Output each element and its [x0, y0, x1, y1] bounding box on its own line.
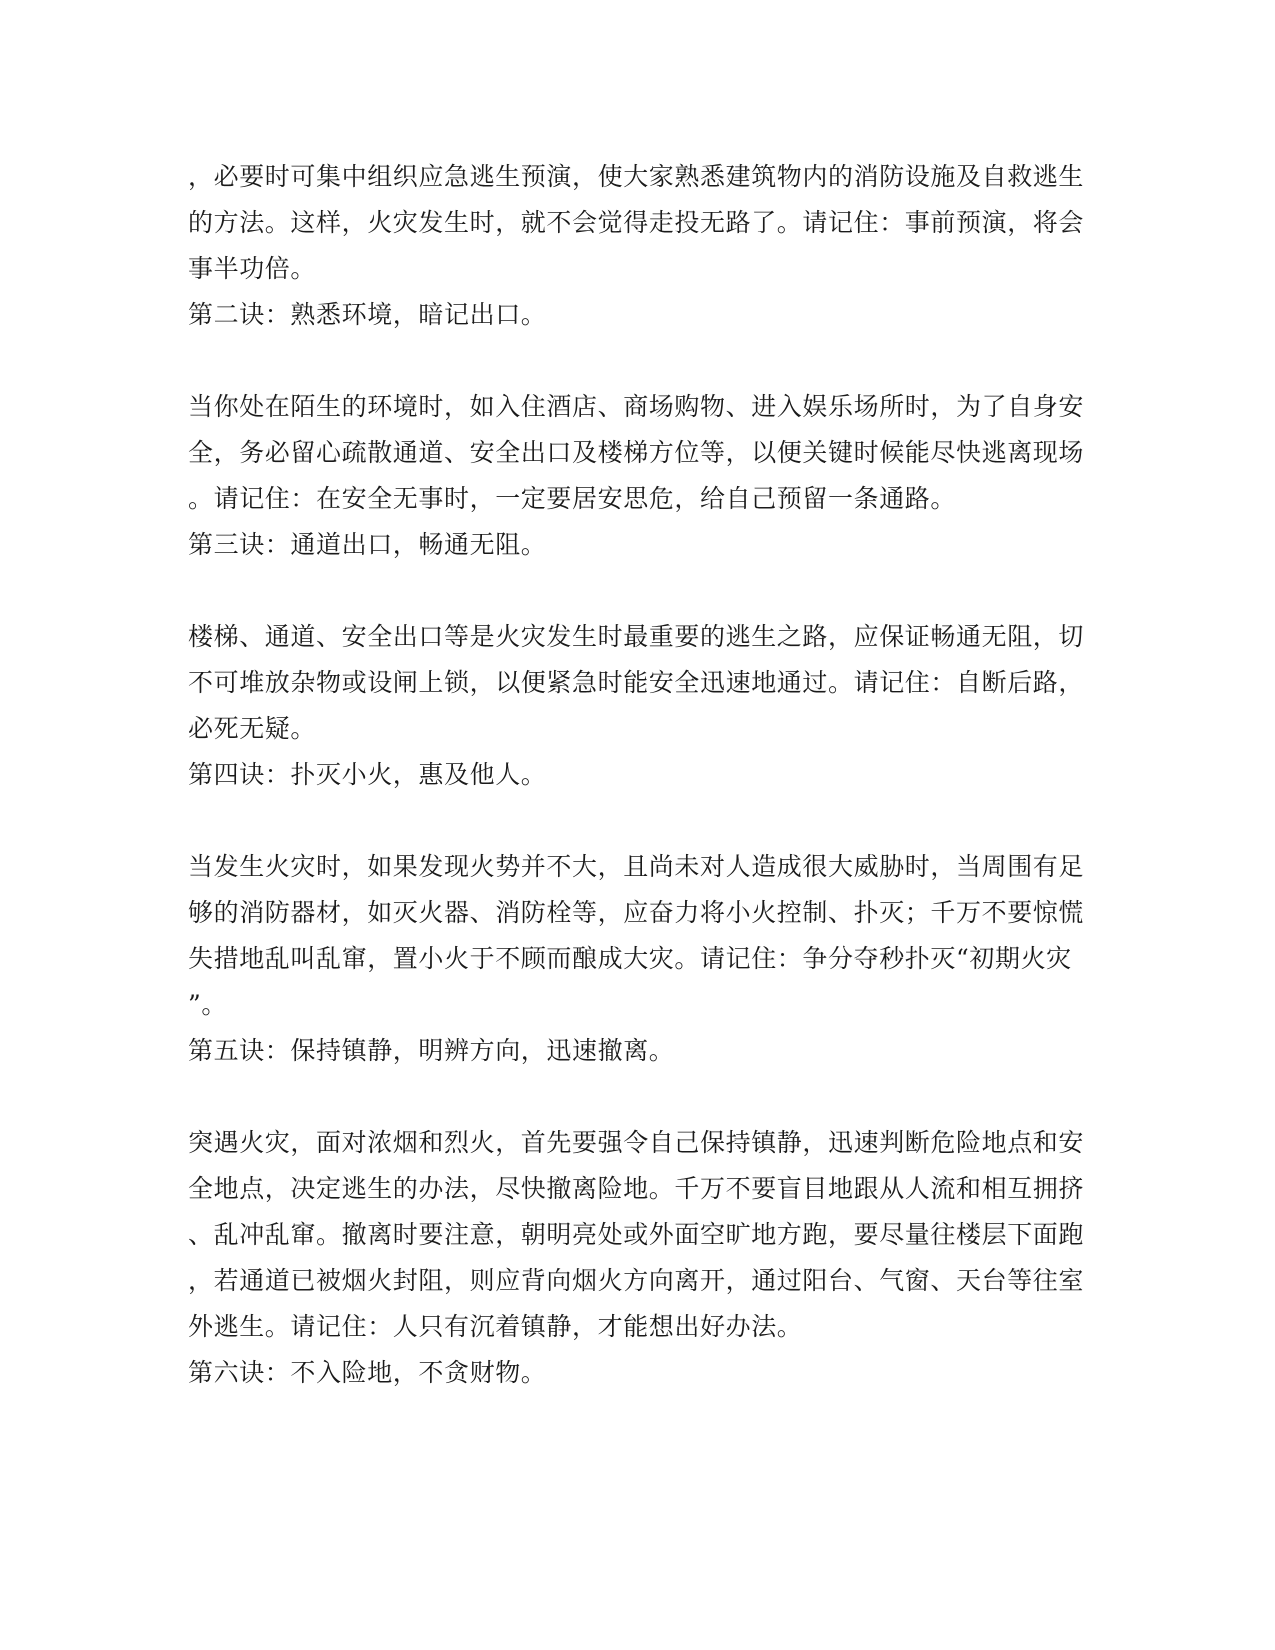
text-line: 的方法。这样，火灾发生时，就不会觉得走投无路了。请记住：事前预演，将会: [188, 208, 1085, 237]
text-line: 事半功倍。: [188, 254, 317, 283]
text-line: 当发生火灾时，如果发现火势并不大，且尚未对人造成很大威胁时，当周围有足: [188, 852, 1085, 881]
text-line: ，若通道已被烟火封阻，则应背向烟火方向离开，通过阳台、气窗、天台等往室: [188, 1266, 1085, 1295]
section-heading: 第四诀：扑灭小火，惠及他人。: [188, 760, 547, 789]
section-heading: 第二诀：熟悉环境，暗记出口。: [188, 300, 547, 329]
text-line: 、乱冲乱窜。撤离时要注意，朝明亮处或外面空旷地方跑，要尽量往楼层下面跑: [188, 1220, 1085, 1249]
text-line: ”。: [188, 990, 227, 1019]
text-line: 当你处在陌生的环境时，如入住酒店、商场购物、进入娱乐场所时，为了自身安: [188, 392, 1085, 421]
text-line: 失措地乱叫乱窜，置小火于不顾而酿成大灾。请记住：争分夺秒扑灭“初期火灾: [188, 944, 1072, 973]
text-line: 够的消防器材，如灭火器、消防栓等，应奋力将小火控制、扑灭；千万不要惊慌: [188, 898, 1085, 927]
section-heading: 第六诀：不入险地，不贪财物。: [188, 1358, 547, 1387]
section-heading: 第五诀：保持镇静，明辨方向，迅速撤离。: [188, 1036, 675, 1065]
text-line: 必死无疑。: [188, 714, 317, 743]
text-line: ，必要时可集中组织应急逃生预演，使大家熟悉建筑物内的消防设施及自救逃生: [188, 162, 1085, 191]
text-line: 突遇火灾，面对浓烟和烈火，首先要强令自己保持镇静，迅速判断危险地点和安: [188, 1128, 1085, 1157]
section-heading: 第三诀：通道出口，畅通无阻。: [188, 530, 547, 559]
text-line: 外逃生。请记住：人只有沉着镇静，才能想出好办法。: [188, 1312, 803, 1341]
text-line: 。请记住：在安全无事时，一定要居安思危，给自己预留一条通路。: [188, 484, 957, 513]
text-line: 不可堆放杂物或设闸上锁，以便紧急时能安全迅速地通过。请记住：自断后路，: [188, 668, 1085, 697]
text-line: 全，务必留心疏散通道、安全出口及楼梯方位等，以便关键时候能尽快逃离现场: [188, 438, 1085, 467]
text-line: 楼梯、通道、安全出口等是火灾发生时最重要的逃生之路，应保证畅通无阻，切: [188, 622, 1085, 651]
text-line: 全地点，决定逃生的办法，尽快撤离险地。千万不要盲目地跟从人流和相互拥挤: [188, 1174, 1085, 1203]
